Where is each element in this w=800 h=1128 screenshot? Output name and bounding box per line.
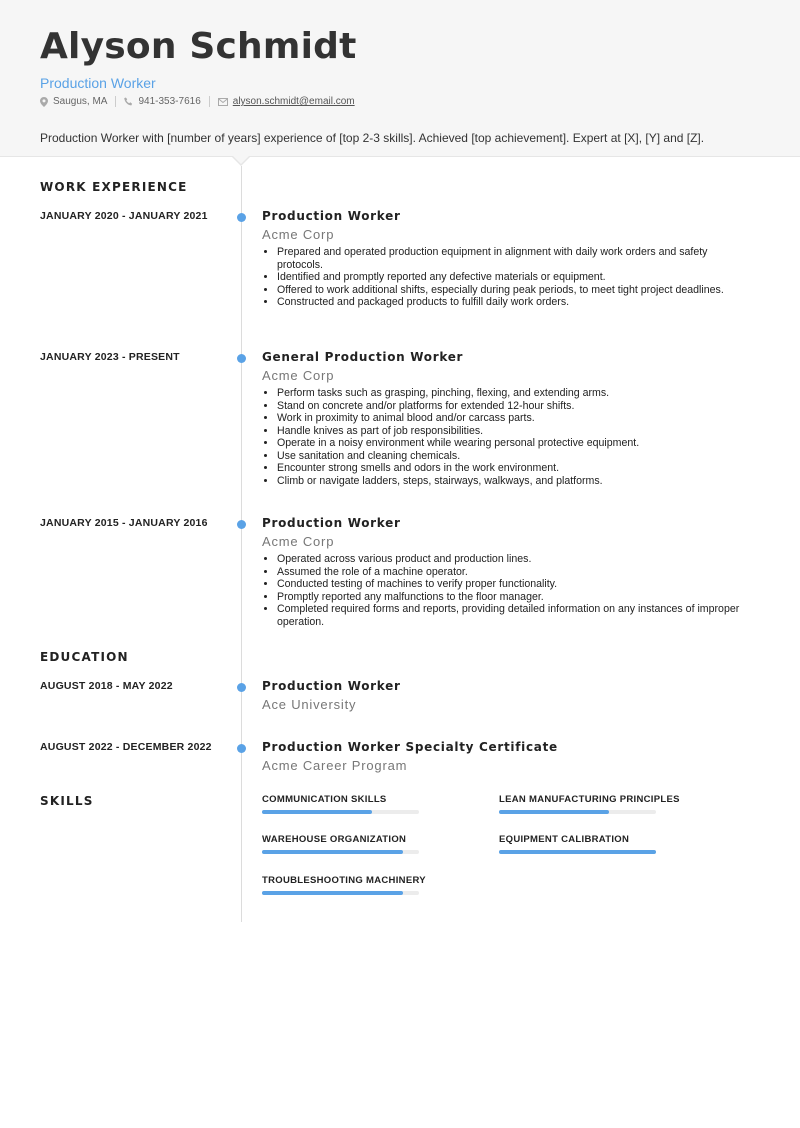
- skill-bar-track: [499, 810, 656, 814]
- candidate-name: Alyson Schmidt: [40, 26, 357, 67]
- list-item: • Encounter strong smells and odors in the work environment.: [277, 462, 747, 475]
- timeline-line: [241, 166, 242, 922]
- summary-text: Production Worker with [number of years] experience of [top 2-3 skills]. Achieved [top achievement]. Expert at [X], [Y] and [Z].: [40, 131, 705, 145]
- location-text: Saugus, MA: [53, 96, 108, 107]
- resume-header: [0, 0, 800, 157]
- skill-bar-fill: [262, 850, 403, 854]
- entry-date: AUGUST 2018 - MAY 2022: [40, 680, 173, 692]
- list-item: • Work in proximity to animal blood and/or carcass parts.: [277, 412, 747, 425]
- phone-text: 941-353-7616: [138, 96, 201, 107]
- entry-date: JANUARY 2023 - PRESENT: [40, 351, 180, 363]
- entry-title: Production Worker Specialty Certificate: [262, 740, 558, 754]
- entry-title: Production Worker: [262, 516, 401, 530]
- entry-title: General Production Worker: [262, 350, 464, 364]
- skill-bar-fill: [262, 810, 372, 814]
- list-item: • Constructed and packaged products to fulfill daily work orders.: [277, 296, 747, 309]
- list-item: • Completed required forms and reports, providing detailed information on any instances of improper operation.: [277, 603, 747, 628]
- entry-org: Acme Career Program: [262, 758, 408, 773]
- skill-bar-fill: [262, 891, 403, 895]
- skill-bar-track: [262, 891, 419, 895]
- skill-name: EQUIPMENT CALIBRATION: [499, 834, 630, 845]
- entry-org: Acme Corp: [262, 368, 335, 383]
- timeline-dot: [237, 354, 246, 363]
- skill-item: [262, 875, 426, 895]
- entry-org: Ace University: [262, 697, 357, 712]
- list-item: • Operated across various product and production lines.: [277, 553, 747, 566]
- entry-bullets: [277, 553, 747, 628]
- section-title-skills: SKILLS: [40, 794, 94, 808]
- skill-item: [262, 834, 419, 854]
- list-item: • Assumed the role of a machine operator.: [277, 566, 747, 579]
- timeline-dot: [237, 744, 246, 753]
- contact-divider: [115, 96, 116, 107]
- list-item: • Use sanitation and cleaning chemicals.: [277, 450, 747, 463]
- timeline-dot: [237, 683, 246, 692]
- skill-name: COMMUNICATION SKILLS: [262, 794, 387, 805]
- section-title-education: EDUCATION: [40, 650, 129, 664]
- list-item: • Identified and promptly reported any defective materials or equipment.: [277, 271, 747, 284]
- timeline-dot: [237, 520, 246, 529]
- entry-title: Production Worker: [262, 679, 401, 693]
- list-item: • Handle knives as part of job responsibilities.: [277, 425, 747, 438]
- skill-bar-track: [499, 850, 656, 854]
- entry-date: JANUARY 2020 - JANUARY 2021: [40, 210, 208, 222]
- entry-date: AUGUST 2022 - DECEMBER 2022: [40, 741, 212, 753]
- map-pin-icon: [40, 97, 48, 107]
- timeline-dot: [237, 213, 246, 222]
- skill-name: LEAN MANUFACTURING PRINCIPLES: [499, 794, 680, 805]
- list-item: • Promptly reported any malfunctions to the floor manager.: [277, 591, 747, 604]
- section-title-work-experience: WORK EXPERIENCE: [40, 180, 188, 194]
- skill-bar-track: [262, 850, 419, 854]
- contact-divider: [209, 96, 210, 107]
- skill-bar-fill: [499, 850, 656, 854]
- candidate-title: Production Worker: [40, 75, 156, 91]
- list-item: • Offered to work additional shifts, especially during peak periods, to meet tight project deadlines.: [277, 284, 747, 297]
- entry-date: JANUARY 2015 - JANUARY 2016: [40, 517, 208, 529]
- skill-name: WAREHOUSE ORGANIZATION: [262, 834, 407, 845]
- envelope-icon: [218, 98, 228, 106]
- email-link[interactable]: alyson.schmidt@email.com: [232, 96, 355, 107]
- contact-location: [40, 96, 107, 107]
- entry-org: Acme Corp: [262, 534, 335, 549]
- entry-bullets: [277, 246, 747, 309]
- skill-name: TROUBLESHOOTING MACHINERY: [262, 875, 426, 886]
- list-item: • Prepared and operated production equipment in alignment with daily work orders and safety protocols.: [277, 246, 747, 271]
- contact-line: [40, 96, 355, 107]
- list-item: • Conducted testing of machines to verify proper functionality.: [277, 578, 747, 591]
- skill-bar-fill: [499, 810, 609, 814]
- skill-item: [499, 834, 656, 854]
- list-item: • Stand on concrete and/or platforms for extended 12-hour shifts.: [277, 400, 747, 413]
- list-item: • Operate in a noisy environment while wearing personal protective equipment.: [277, 437, 747, 450]
- skill-item: [262, 794, 419, 814]
- contact-phone: [124, 96, 200, 107]
- skill-bar-track: [262, 810, 419, 814]
- contact-email[interactable]: [218, 96, 355, 107]
- header-notch: [233, 156, 249, 164]
- entry-title: Production Worker: [262, 209, 401, 223]
- entry-bullets: [277, 387, 747, 487]
- phone-icon: [124, 97, 133, 106]
- list-item: • Climb or navigate ladders, steps, stairways, walkways, and platforms.: [277, 475, 747, 488]
- entry-org: Acme Corp: [262, 227, 335, 242]
- list-item: • Perform tasks such as grasping, pinching, flexing, and extending arms.: [277, 387, 747, 400]
- skill-item: [499, 794, 680, 814]
